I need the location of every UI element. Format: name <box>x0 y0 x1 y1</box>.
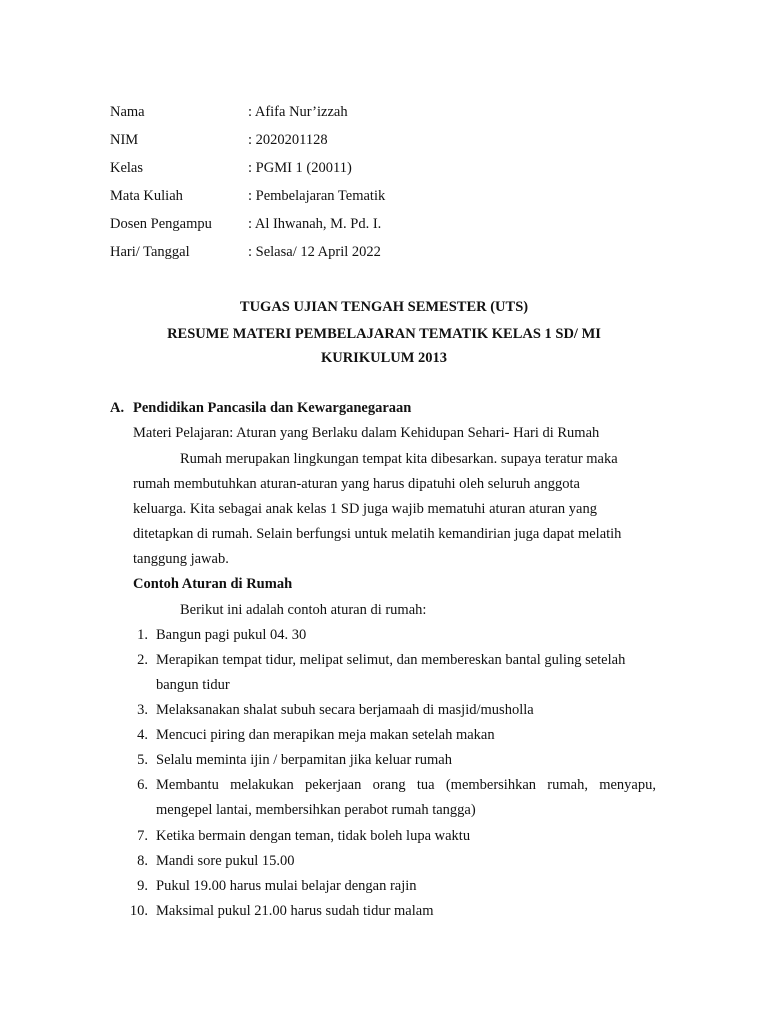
list-item-text: bangun tidur <box>156 677 230 693</box>
identity-value: : Pembelajaran Tematik <box>248 188 386 204</box>
list-item-text: Ketika bermain dengan teman, tidak boleh lupa waktu <box>156 828 471 844</box>
paragraph-line: keluarga. Kita sebagai anak kelas 1 SD juga wajib mematuhi aturan aturan yang <box>133 501 597 517</box>
identity-label: NIM <box>110 132 139 148</box>
list-number: 5. <box>137 752 148 768</box>
section-heading: Pendidikan Pancasila dan Kewarganegaraan <box>133 400 412 416</box>
list-number: 8. <box>137 853 148 869</box>
list-number: 1. <box>137 627 148 643</box>
identity-label: Kelas <box>110 160 144 176</box>
list-intro: Berikut ini adalah contoh aturan di rumah: <box>180 602 427 618</box>
list-item-text: mengepel lantai, membersihkan perabot rumah tangga) <box>156 802 476 818</box>
paragraph-line: rumah membutuhkan aturan-aturan yang harus dipatuhi oleh seluruh anggota <box>133 476 580 492</box>
list-number: 9. <box>137 878 148 894</box>
list-item-text: Membantu melakukan pekerjaan orang tua (membersihkan rumah, menyapu, <box>156 777 656 793</box>
identity-value: : Afifa Nur’izzah <box>248 104 348 120</box>
list-number: 7. <box>137 828 148 844</box>
list-number: 2. <box>137 652 148 668</box>
identity-value: : PGMI 1 (20011) <box>248 160 352 176</box>
list-item-text: Selalu meminta ijin / berpamitan jika keluar rumah <box>156 752 452 768</box>
materi-pelajaran: Materi Pelajaran: Aturan yang Berlaku dalam Kehidupan Sehari- Hari di Rumah <box>133 425 600 441</box>
list-item-text: Mandi sore pukul 15.00 <box>156 853 295 869</box>
list-number: 4. <box>137 727 148 743</box>
list-number: 3. <box>137 702 148 718</box>
list-item-text: Maksimal pukul 21.00 harus sudah tidur malam <box>156 903 434 919</box>
list-item-text: Pukul 19.00 harus mulai belajar dengan rajin <box>156 878 417 894</box>
identity-label: Nama <box>110 104 145 120</box>
paragraph-line: Rumah merupakan lingkungan tempat kita dibesarkan. supaya teratur maka <box>180 451 618 467</box>
identity-label: Dosen Pengampu <box>110 216 212 232</box>
section-marker: A. <box>110 400 125 416</box>
identity-value: : Al Ihwanah, M. Pd. I. <box>248 216 382 232</box>
sub-heading: Contoh Aturan di Rumah <box>133 576 293 592</box>
list-item-text: Mencuci piring dan merapikan meja makan setelah makan <box>156 727 495 743</box>
document-title-line2: RESUME MATERI PEMBELAJARAN TEMATIK KELAS 1 SD/ MI <box>167 326 601 342</box>
identity-label: Mata Kuliah <box>110 188 183 204</box>
list-number: 10. <box>129 903 148 919</box>
identity-value: : 2020201128 <box>248 132 328 148</box>
document-title-line3: KURIKULUM 2013 <box>320 350 448 366</box>
list-number: 6. <box>137 777 148 793</box>
document-title-line1: TUGAS UJIAN TENGAH SEMESTER (UTS) <box>239 299 529 315</box>
identity-label: Hari/ Tanggal <box>110 244 190 260</box>
identity-value: : Selasa/ 12 April 2022 <box>248 244 381 260</box>
list-item-text: Merapikan tempat tidur, melipat selimut, dan membereskan bantal guling setelah <box>156 652 626 668</box>
paragraph-line: ditetapkan di rumah. Selain berfungsi untuk melatih kemandirian juga dapat melatih <box>133 526 622 542</box>
paragraph-line: tanggung jawab. <box>133 551 229 567</box>
list-item-text: Melaksanakan shalat subuh secara berjamaah di masjid/musholla <box>156 702 534 718</box>
list-item-text: Bangun pagi pukul 04. 30 <box>156 627 307 643</box>
